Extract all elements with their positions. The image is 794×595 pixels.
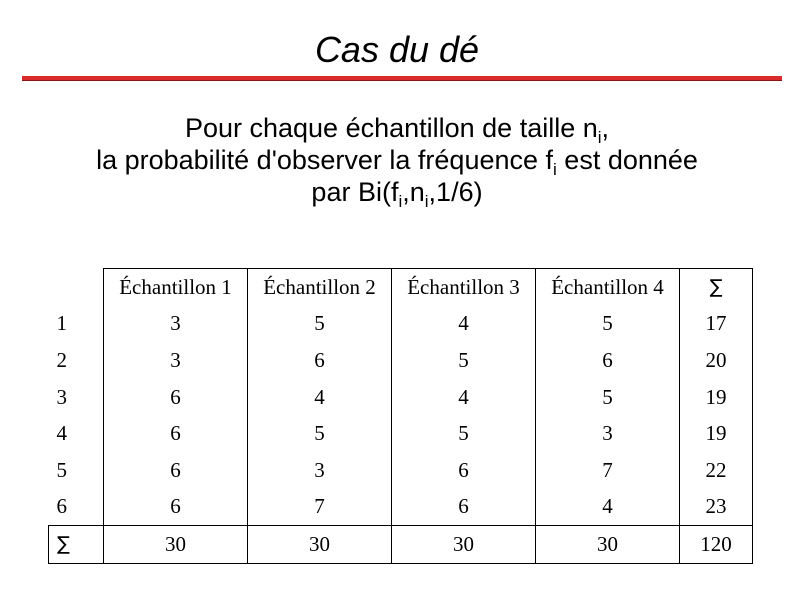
table-cell: 3	[248, 452, 392, 489]
subtitle-line-1: Pour chaque échantillon de taille $n_i$,	[184, 113, 610, 147]
row-label: 2	[56, 347, 67, 372]
table-row	[49, 342, 753, 379]
frequency-table	[48, 268, 753, 564]
row-label: 5	[56, 457, 67, 482]
subtitle-line-2: la probabilité d'observer la fréquence $f_i$ est donnée	[96, 145, 698, 179]
table-cell: 7	[248, 489, 392, 526]
table-row	[49, 415, 753, 452]
table-cell: 4	[392, 379, 536, 416]
row-label: 1	[56, 311, 67, 336]
column-header: Échantillon 2	[248, 269, 392, 306]
column-header: Échantillon 4	[536, 269, 680, 306]
column-total: 30	[392, 526, 536, 564]
table-row	[49, 306, 753, 343]
table-row	[49, 379, 753, 416]
table-cell: 3	[104, 342, 248, 379]
table-cell: 5	[248, 415, 392, 452]
subtitle-line-3: par $Bi(f_i,n_i,1/6)$	[311, 177, 483, 211]
table-cell: 5	[536, 306, 680, 343]
table-cell: 3	[536, 415, 680, 452]
row-total: 19	[680, 415, 753, 452]
row-total: 23	[680, 489, 753, 526]
slide-subtitle	[0, 112, 794, 211]
row-total: 22	[680, 452, 753, 489]
table-cell: 4	[248, 379, 392, 416]
row-total: 19	[680, 379, 753, 416]
table-cell: 5	[536, 379, 680, 416]
grand-total: 120	[680, 526, 753, 564]
table-cell: 5	[248, 306, 392, 343]
row-label: 3	[56, 384, 67, 409]
column-header: Échantillon 1	[104, 269, 248, 306]
table-header-row	[49, 269, 753, 306]
sum-column-header: ∑	[680, 269, 753, 306]
slide-title: Cas du dé	[314, 29, 480, 70]
sum-row-label: ∑	[49, 526, 104, 564]
table-row	[49, 489, 753, 526]
table-cell: 3	[104, 306, 248, 343]
title-underline	[22, 76, 782, 81]
sum-row	[49, 526, 753, 564]
column-total: 30	[104, 526, 248, 564]
table-cell: 6	[392, 452, 536, 489]
row-label: 4	[56, 421, 67, 446]
corner-cell	[49, 269, 104, 306]
table-row	[49, 452, 753, 489]
table-cell: 6	[104, 452, 248, 489]
table-cell: 6	[104, 489, 248, 526]
table-cell: 6	[392, 489, 536, 526]
column-total: 30	[248, 526, 392, 564]
table-cell: 5	[392, 342, 536, 379]
table-cell: 6	[104, 415, 248, 452]
table-cell: 5	[392, 415, 536, 452]
table-cell: 7	[536, 452, 680, 489]
row-total: 20	[680, 342, 753, 379]
column-header: Échantillon 3	[392, 269, 536, 306]
table-cell: 6	[248, 342, 392, 379]
table-cell: 6	[104, 379, 248, 416]
table-cell: 4	[536, 489, 680, 526]
table-cell: 4	[392, 306, 536, 343]
row-total: 17	[680, 306, 753, 343]
row-label: 6	[56, 494, 67, 519]
table-cell: 6	[536, 342, 680, 379]
column-total: 30	[536, 526, 680, 564]
